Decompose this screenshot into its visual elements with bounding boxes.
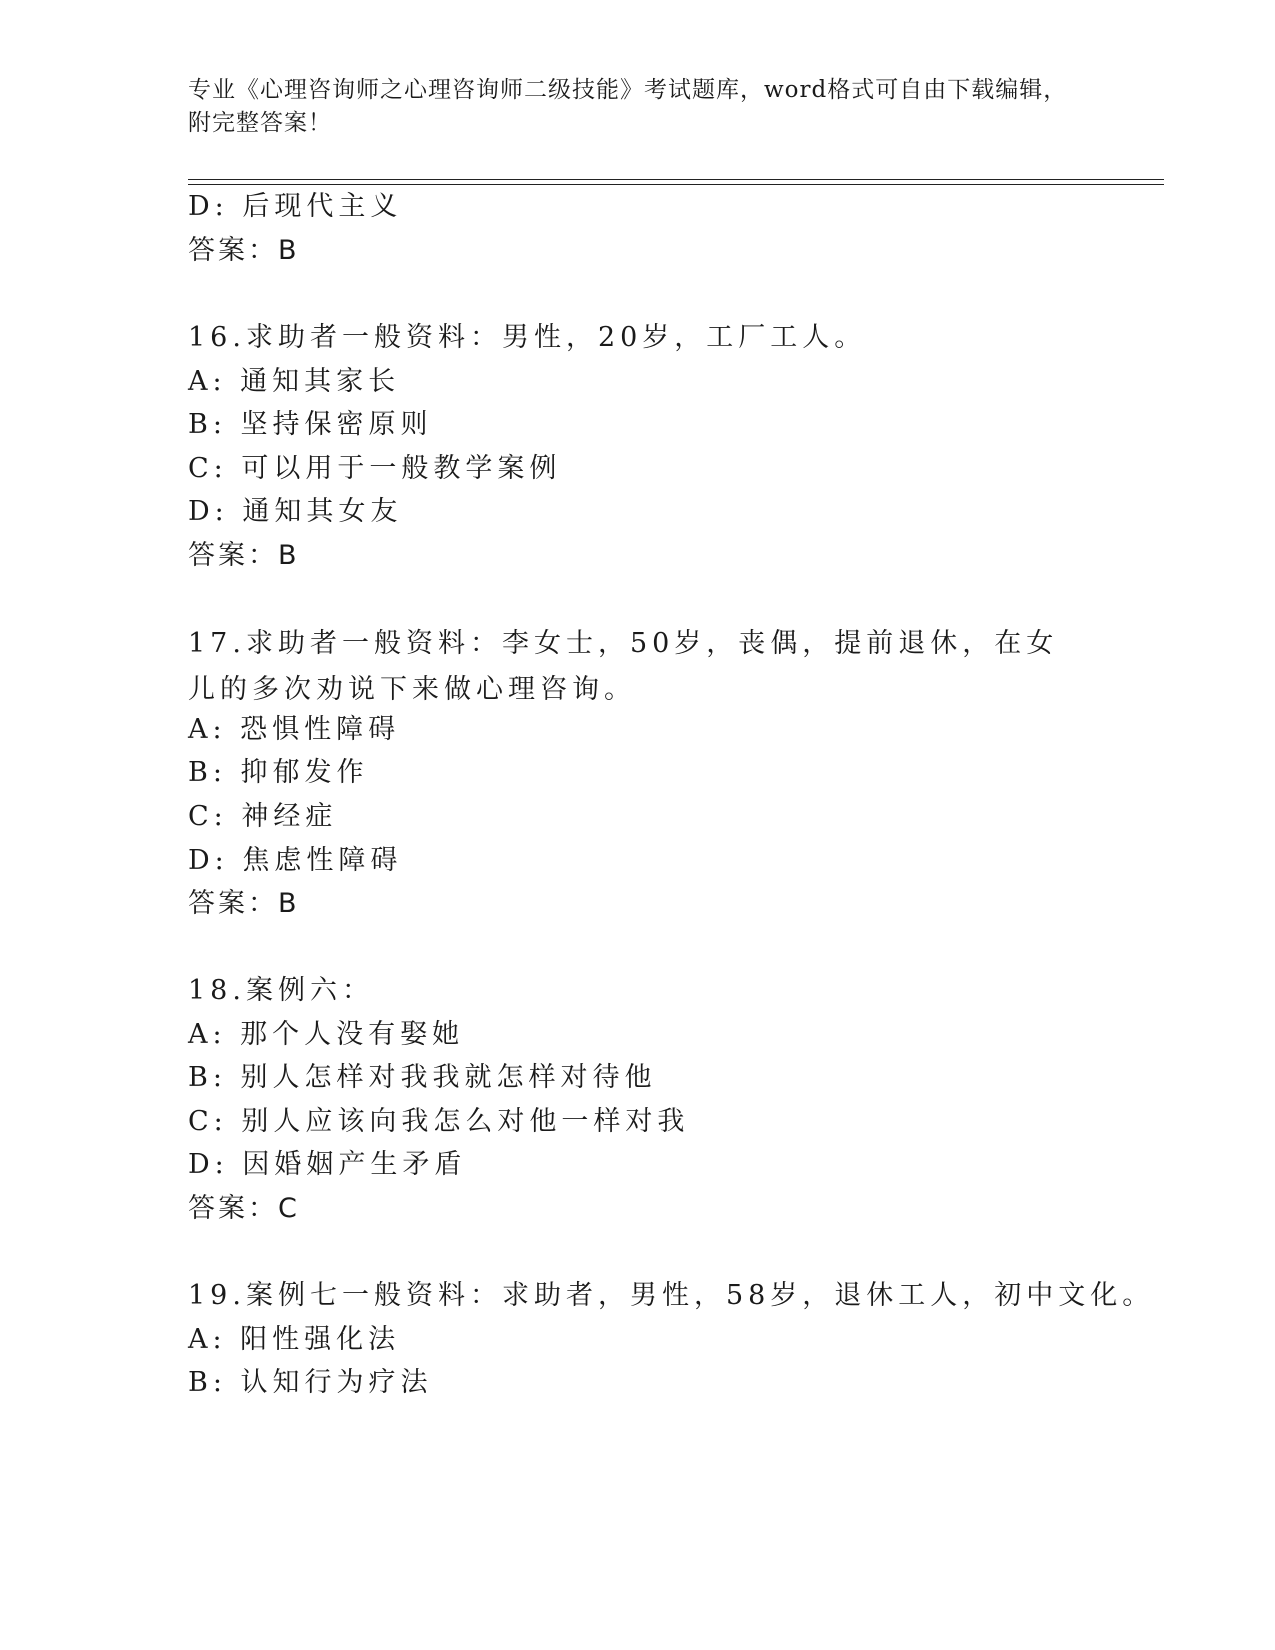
option-a: A: 通知其家长 [188, 366, 401, 397]
answer-line: 答案：B [188, 540, 300, 571]
option-b: B: 认知行为疗法 [188, 1367, 433, 1398]
option-b: B: 抑郁发作 [188, 757, 369, 788]
option-c: C: 别人应该向我怎么对他一样对我 [188, 1106, 690, 1137]
answer-line: 答案：B [188, 888, 300, 919]
option-d: D: 焦虑性障碍 [188, 845, 403, 876]
option-d: D: 后现代主义 [188, 191, 403, 222]
question-stem-18: 18.案例六： [188, 975, 374, 1006]
answer-line: 答案：C [188, 1193, 300, 1224]
option-a: A: 恐惧性障碍 [188, 714, 401, 745]
question-stem-19: 19.案例七一般资料：求助者，男性，58岁，退休工人，初中文化。 [188, 1280, 1155, 1311]
option-c: C: 可以用于一般教学案例 [188, 453, 562, 484]
question-stem-16: 16.求助者一般资料：男性，20岁，工厂工人。 [188, 322, 867, 353]
option-b: B: 坚持保密原则 [188, 409, 433, 440]
question-stem-17: 17.求助者一般资料：李女士，50岁，丧偶，提前退休，在女儿的多次劝说下来做心理咨询。 [188, 628, 1059, 705]
option-a: A: 阳性强化法 [188, 1324, 401, 1355]
header-rule-top [188, 179, 1164, 180]
document-header: 专业《心理咨询师之心理咨询师二级技能》考试题库，word格式可自由下载编辑，附完整答案！ [188, 77, 1068, 136]
option-d: D: 因婚姻产生矛盾 [188, 1149, 467, 1180]
option-c: C: 神经症 [188, 801, 338, 832]
option-d: D: 通知其女友 [188, 496, 403, 527]
answer-line: 答案：B [188, 235, 300, 266]
option-a: A: 那个人没有娶她 [188, 1019, 465, 1050]
header-rule-bottom [188, 184, 1164, 185]
option-b: B: 别人怎样对我我就怎样对待他 [188, 1062, 657, 1093]
